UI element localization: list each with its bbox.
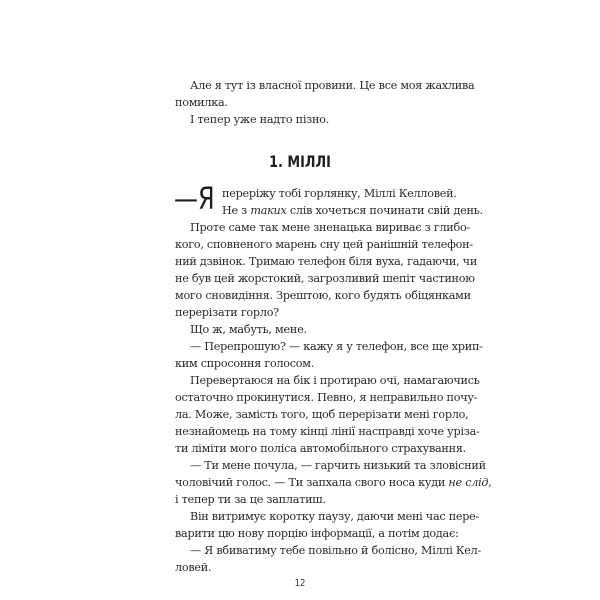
paragraph-line: і тепер ти за це заплатиш. <box>175 493 326 506</box>
paragraph-line: переріжу тобі горлянку, Міллі Келловей. <box>222 187 457 200</box>
paragraph-line: помилка. <box>175 96 228 109</box>
paragraph-line: ла. Може, замість того, щоб перерізати мені горло, <box>175 408 469 421</box>
paragraph-line: кого, сповненого марень сну цей ранішній телефон- <box>175 238 473 251</box>
paragraph-line: перерізати горло? <box>175 306 279 319</box>
paragraph-line: незнайомець на тому кінці лінії насправді хоче урізa- <box>175 425 480 438</box>
paragraph-line: Проте саме так мене зненацька вириває з глибо- <box>190 221 471 234</box>
paragraph-line: варити цю нову порцію інформації, а потім додає: <box>175 527 459 540</box>
paragraph-line: мого сновидіння. Зрештою, кого будять обіцянками <box>175 289 471 302</box>
paragraph-line: ний дзвінок. Тримаю телефон біля вуха, гадаючи, чи <box>175 255 478 268</box>
paragraph-line: не був цей жорстокий, загрозливий шепіт частиною <box>175 272 475 285</box>
paragraph-line: — Я вбиватиму тебе повільно й болісно, Міллі Кел- <box>190 544 482 557</box>
chapter-title: 1. МІЛЛІ <box>269 152 331 171</box>
paragraph-line: — Перепрошую? — кажу я у телефон, все ще хрип- <box>190 340 483 353</box>
paragraph-line: Що ж, мабуть, мене. <box>190 323 307 336</box>
paragraph-line: чоловічий голос. — Ти запхала свого носа куди не слід, <box>175 476 492 489</box>
paragraph-line: І тепер уже надто пізно. <box>190 113 330 126</box>
paragraph-line: Але я тут із власної провини. Це все моя жахлива <box>190 79 475 92</box>
paragraph-line: — Ти мене почула, — гарчить низький та зловісний <box>190 459 486 472</box>
paragraph-line: ким спросоння голосом. <box>175 357 315 370</box>
paragraph-line: ти ліміти мого поліса автомобільного страхування. <box>175 442 466 455</box>
paragraph-line: ловей. <box>175 561 212 574</box>
drop-cap-letter: Я <box>198 182 215 217</box>
page-number: 12 <box>294 578 306 589</box>
drop-cap <box>174 184 215 216</box>
paragraph-line: Він витримує коротку паузу, даючи мені час пере- <box>190 510 480 523</box>
paragraph-line: остаточно прокинутися. Певно, я неправильно почу- <box>175 391 478 404</box>
drop-cap-dash: — <box>174 182 198 217</box>
paragraph-line: Перевертаюся на бік і протираю очі, намагаючись <box>190 374 480 387</box>
paragraph-line: Не з таких слів хочеться починати свій день. <box>222 204 483 217</box>
